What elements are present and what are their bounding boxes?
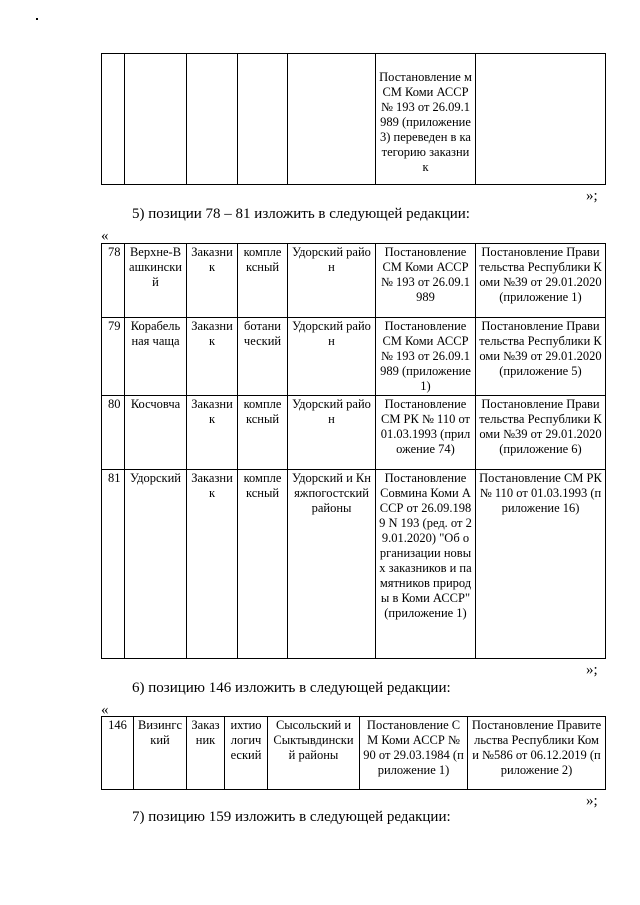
cell-number: 78 <box>102 244 125 318</box>
cell-number <box>102 54 125 185</box>
cell-location: Удорский район <box>288 396 376 470</box>
cell-new-document: Постановление Правительства Республики Коми №39 от 29.01.2020 (приложение 1) <box>476 244 606 318</box>
cell-category: Заказник <box>187 470 238 659</box>
cell-location: Удорский и Княжпогостский районы <box>288 470 376 659</box>
cell-new-document: Постановление Правительства Республики Коми №39 от 29.01.2020 (приложение 6) <box>476 396 606 470</box>
closing-quote: »; <box>586 662 598 678</box>
cell-basis-document: Постановление СМ Коми АССР № 193 от 26.09.1989 (приложение 1) <box>376 318 476 396</box>
table-row <box>102 54 606 185</box>
cell-number: 79 <box>102 318 125 396</box>
opening-quote: « <box>101 702 109 718</box>
cell-name: Корабельная чаща <box>125 318 187 396</box>
cell-profile: ихтиологический <box>225 717 268 790</box>
positions-78-81-table <box>101 243 606 659</box>
cell-name <box>125 54 187 185</box>
paragraph-5: 5) позиции 78 – 81 изложить в следующей редакции: <box>132 206 470 222</box>
table-row <box>102 717 606 790</box>
scan-speck <box>36 18 38 20</box>
cell-number: 146 <box>102 717 134 790</box>
table-row <box>102 244 606 318</box>
cell-location: Удорский район <box>288 244 376 318</box>
cell-name: Верхне-Вашкинский <box>125 244 187 318</box>
position-146-table <box>101 716 606 790</box>
cell-number: 81 <box>102 470 125 659</box>
paragraph-7: 7) позицию 159 изложить в следующей редакции: <box>132 809 451 825</box>
cell-basis-document: Постановление СМ РК № 110 от 01.03.1993 (приложение 74) <box>376 396 476 470</box>
cell-basis-document: Постановление СМ Коми АССР № 193 от 26.09.1989 <box>376 244 476 318</box>
cell-basis-document: Постановление СМ Коми АССР № 90 от 29.03.1984 (приложение 1) <box>360 717 468 790</box>
cell-category: Заказник <box>187 244 238 318</box>
cell-name: Удорский <box>125 470 187 659</box>
cell-new-document: Постановление Правительства Республики Коми №586 от 06.12.2019 (приложение 2) <box>468 717 606 790</box>
cell-number: 80 <box>102 396 125 470</box>
table-row <box>102 318 606 396</box>
continued-table <box>101 53 606 185</box>
cell-location <box>288 54 376 185</box>
cell-profile: комплексный <box>238 396 288 470</box>
cell-new-document: Постановление Правительства Республики Коми №39 от 29.01.2020 (приложение 5) <box>476 318 606 396</box>
cell-profile: комплексный <box>238 470 288 659</box>
opening-quote: « <box>101 228 109 244</box>
cell-new-document <box>476 54 606 185</box>
cell-name: Визингский <box>134 717 187 790</box>
cell-name: Косчовча <box>125 396 187 470</box>
cell-profile <box>238 54 288 185</box>
cell-location: Сысольский и Сыктывдинский районы <box>268 717 360 790</box>
cell-new-document: Постановление СМ РК № 110 от 01.03.1993 (приложение 16) <box>476 470 606 659</box>
cell-basis-document: Постановление Совмина Коми АССР от 26.09.1989 N 193 (ред. от 29.01.2020) "Об организации новых заказников и памятников природы в Коми АССР" (приложение 1) <box>376 470 476 659</box>
cell-category: Заказник <box>187 717 225 790</box>
paragraph-6: 6) позицию 146 изложить в следующей редакции: <box>132 680 451 696</box>
cell-category: Заказник <box>187 318 238 396</box>
cell-basis-document: Постановление м СМ Коми АССР № 193 от 26.09.1989 (приложение 3) переведен в категорию заказник <box>376 54 476 185</box>
table-row <box>102 470 606 659</box>
closing-quote: »; <box>586 793 598 809</box>
cell-category: Заказник <box>187 396 238 470</box>
cell-profile: ботанический <box>238 318 288 396</box>
closing-quote: »; <box>586 188 598 204</box>
cell-category <box>187 54 238 185</box>
table-row <box>102 396 606 470</box>
cell-profile: комплексный <box>238 244 288 318</box>
cell-location: Удорский район <box>288 318 376 396</box>
